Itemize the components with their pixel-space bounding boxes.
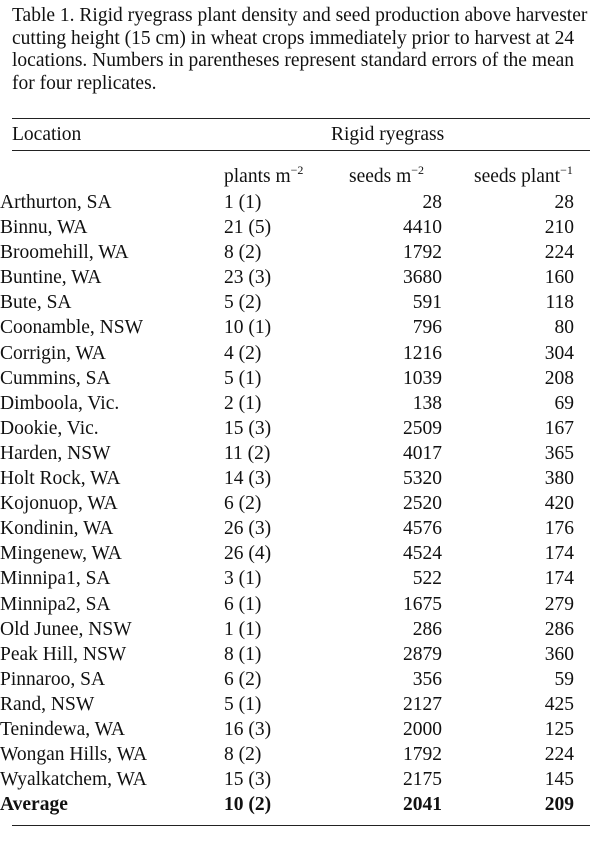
table-row <box>0 341 574 366</box>
cell-seeds-m2: 138 <box>412 392 442 414</box>
cell-plants: 6 (2) <box>224 668 262 690</box>
cell-location: Broomehill, WA <box>0 242 129 264</box>
cell-seeds-m2: 2000 <box>403 718 442 740</box>
cell-location: Holt Rock, WA <box>0 468 121 490</box>
cell-seeds-m2: 286 <box>412 618 442 640</box>
cell-seeds-plant: 145 <box>544 769 574 791</box>
cell-location: Minnipa1, SA <box>0 568 111 590</box>
cell-location: Peak Hill, NSW <box>0 643 127 665</box>
cell-plants: 5 (1) <box>224 693 262 715</box>
cell-location: Bute, SA <box>0 292 72 314</box>
table-row <box>0 566 574 591</box>
cell-seeds-plant: 224 <box>544 744 574 766</box>
cell-plants: 4 (2) <box>224 342 262 364</box>
cell-plants: 1 (1) <box>224 192 262 213</box>
top-rule <box>12 118 590 119</box>
table-row <box>0 767 574 792</box>
cell-seeds-m2: 4524 <box>403 543 442 565</box>
cell-seeds-m2: 4017 <box>403 442 442 464</box>
cell-seeds-plant: 125 <box>544 718 574 740</box>
cell-seeds-plant: 59 <box>554 668 574 690</box>
cell-seeds-plant: 360 <box>544 643 574 665</box>
table-row <box>0 416 574 441</box>
column-header-seeds-m2 <box>349 163 425 188</box>
cell-seeds-m2: 2041 <box>403 794 442 816</box>
cell-seeds-plant: 167 <box>544 417 574 439</box>
cell-location: Tenindewa, WA <box>0 718 125 740</box>
cell-seeds-plant: 304 <box>544 342 574 364</box>
column-header-plants-label: plants m <box>224 166 291 187</box>
header-group-rigid-ryegrass: Rigid ryegrass <box>331 124 445 145</box>
cell-location: Harden, NSW <box>0 442 111 464</box>
cell-seeds-m2: 591 <box>412 292 442 314</box>
cell-location: Kojonuop, WA <box>0 493 118 515</box>
cell-seeds-plant: 174 <box>544 543 574 565</box>
cell-seeds-m2: 2879 <box>403 643 442 665</box>
cell-seeds-m2: 1675 <box>403 593 442 615</box>
cell-plants: 26 (3) <box>224 518 272 540</box>
cell-location: Old Junee, NSW <box>0 618 132 640</box>
column-header-plants <box>224 163 304 188</box>
cell-seeds-plant: 28 <box>554 192 574 213</box>
cell-location: Kondinin, WA <box>0 518 114 540</box>
cell-plants: 6 (2) <box>224 493 262 515</box>
cell-plants: 11 (2) <box>224 442 271 464</box>
cell-seeds-plant: 279 <box>544 593 574 615</box>
cell-seeds-m2: 2509 <box>403 417 442 439</box>
cell-plants: 8 (1) <box>224 643 262 665</box>
table-row <box>0 541 574 566</box>
cell-seeds-m2: 356 <box>412 668 442 690</box>
table-row <box>0 265 574 290</box>
cell-plants: 8 (2) <box>224 242 262 264</box>
cell-seeds-m2: 4410 <box>403 217 442 239</box>
cell-location: Rand, NSW <box>0 693 95 715</box>
cell-seeds-plant: 174 <box>544 568 574 590</box>
table-row <box>0 290 574 315</box>
cell-plants: 2 (1) <box>224 392 262 414</box>
cell-seeds-m2: 1039 <box>403 367 442 389</box>
cell-plants: 15 (3) <box>224 769 272 791</box>
cell-seeds-plant: 425 <box>544 693 574 715</box>
table-row <box>0 240 574 265</box>
table-row <box>0 692 574 717</box>
cell-location: Wyalkatchem, WA <box>0 769 147 791</box>
cell-seeds-m2: 3680 <box>403 267 442 289</box>
cell-location: Binnu, WA <box>0 217 88 239</box>
table-row <box>0 617 574 642</box>
cell-plants: 14 (3) <box>224 468 272 490</box>
cell-seeds-plant: 176 <box>544 518 574 540</box>
cell-location: Wongan Hills, WA <box>0 744 148 766</box>
cell-seeds-plant: 224 <box>544 242 574 264</box>
cell-seeds-plant: 118 <box>545 292 574 314</box>
cell-plants: 10 (1) <box>224 317 272 339</box>
cell-plants: 10 (2) <box>224 794 272 816</box>
cell-seeds-plant: 380 <box>544 468 574 490</box>
cell-seeds-plant: 210 <box>544 217 574 239</box>
table-row <box>0 366 574 391</box>
cell-location: Corrigin, WA <box>0 342 106 364</box>
cell-seeds-m2: 5320 <box>403 468 442 490</box>
cell-seeds-m2: 2127 <box>403 693 442 715</box>
table-row <box>0 315 574 340</box>
cell-seeds-plant: 80 <box>554 317 574 339</box>
column-header-seeds-plant-label: seeds plant <box>474 166 561 187</box>
cell-plants: 5 (2) <box>224 292 262 314</box>
cell-plants: 15 (3) <box>224 417 272 439</box>
cell-plants: 21 (5) <box>224 217 272 239</box>
cell-seeds-m2: 2520 <box>403 493 442 515</box>
average-row <box>0 792 574 817</box>
cell-location: Buntine, WA <box>0 267 102 289</box>
cell-plants: 26 (4) <box>224 543 272 565</box>
cell-seeds-m2: 1792 <box>403 242 442 264</box>
cell-seeds-plant: 209 <box>544 794 574 816</box>
cell-location: Minnipa2, SA <box>0 593 111 615</box>
table-row <box>0 441 574 466</box>
header-rule <box>12 150 590 151</box>
cell-seeds-m2: 28 <box>422 192 442 213</box>
table-row <box>0 466 574 491</box>
cell-location: Pinnaroo, SA <box>0 668 106 690</box>
header-location: Location <box>12 124 82 145</box>
cell-plants: 5 (1) <box>224 367 262 389</box>
cell-seeds-m2: 796 <box>412 317 442 339</box>
cell-seeds-plant: 420 <box>544 493 574 515</box>
cell-seeds-m2: 522 <box>412 568 442 590</box>
cell-location: Average <box>0 794 68 816</box>
cell-seeds-plant: 208 <box>544 367 574 389</box>
cell-plants: 16 (3) <box>224 718 272 740</box>
column-header-seeds-m2-label: seeds m <box>349 166 412 187</box>
cell-plants: 1 (1) <box>224 618 262 640</box>
table-row <box>0 592 574 617</box>
cell-location: Dookie, Vic. <box>0 417 99 439</box>
cell-seeds-m2: 1216 <box>403 342 442 364</box>
cell-location: Cummins, SA <box>0 367 111 389</box>
cell-location: Mingenew, WA <box>0 543 122 565</box>
column-header-seeds-plant-exponent: −1 <box>560 163 573 177</box>
cell-plants: 3 (1) <box>224 568 262 590</box>
table-row <box>0 742 574 767</box>
cell-plants: 6 (1) <box>224 593 262 615</box>
cell-location: Arthurton, SA <box>0 192 112 213</box>
table-row <box>0 642 574 667</box>
column-header-plants-exponent: −2 <box>290 163 304 177</box>
table-row <box>0 717 574 742</box>
cell-seeds-plant: 365 <box>544 442 574 464</box>
table-row <box>0 667 574 692</box>
cell-location: Coonamble, NSW <box>0 317 143 339</box>
cell-seeds-m2: 2175 <box>403 769 442 791</box>
table-row <box>0 215 574 240</box>
cell-seeds-plant: 286 <box>544 618 574 640</box>
cell-seeds-plant: 160 <box>544 267 574 289</box>
cell-seeds-m2: 4576 <box>403 518 442 540</box>
table-caption: Table 1. Rigid ryegrass plant density and seed production above harvester cutting height (15 cm) in wheat crops immediately prior to harvest at 24 locations. Numbers in parentheses represent standard errors of the mean for four replicates. <box>12 5 588 94</box>
bottom-rule <box>12 825 590 826</box>
table-row <box>0 190 574 215</box>
cell-seeds-m2: 1792 <box>403 744 442 766</box>
cell-plants: 23 (3) <box>224 267 272 289</box>
column-header-seeds-m2-exponent: −2 <box>411 163 425 177</box>
table-row <box>0 491 574 516</box>
column-header-seeds-plant <box>474 163 573 188</box>
data-table <box>0 190 574 817</box>
cell-plants: 8 (2) <box>224 744 262 766</box>
table-row <box>0 516 574 541</box>
cell-seeds-plant: 69 <box>554 392 574 414</box>
cell-location: Dimboola, Vic. <box>0 392 120 414</box>
table-row <box>0 391 574 416</box>
